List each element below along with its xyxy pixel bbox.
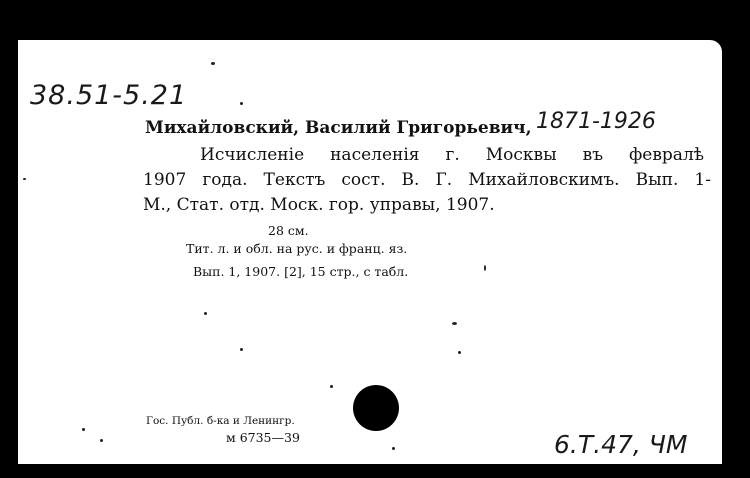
scan-speck — [330, 385, 333, 388]
title-line-2: 1907 года. Текстъ сост. В. Г. Михайловскимъ. Вып. 1- — [143, 170, 711, 190]
title-line-3: М., Стат. отд. Моск. гор. управы, 1907. — [143, 195, 495, 215]
title-line-1: Исчисленіе населенія г. Москвы въ февралѣ — [200, 145, 704, 165]
scan-speck — [452, 322, 457, 325]
life-dates: 1871-1926 — [536, 109, 656, 134]
scan-speck — [23, 178, 26, 180]
scan-speck — [240, 348, 243, 351]
scan-speck — [204, 312, 207, 315]
scan-speck — [100, 439, 103, 442]
scan-speck — [82, 428, 85, 431]
scan-speck — [458, 351, 461, 354]
size-note: 28 см. — [268, 223, 309, 238]
volume-note: Вып. 1, 1907. [2], 15 стр., с табл. — [193, 264, 409, 279]
scan-speck — [240, 102, 243, 105]
author-heading: Михайловский, Василий Григорьевич, — [145, 118, 532, 138]
library-stamp: Гос. Публ. б-ка и Ленингр. — [146, 415, 295, 427]
inventory-number: м 6735—39 — [226, 430, 300, 445]
punch-hole — [353, 385, 399, 431]
language-note: Тит. л. и обл. на рус. и франц. яз. — [186, 241, 408, 256]
scan-speck — [211, 62, 215, 65]
scan-speck — [392, 447, 395, 450]
shelf-mark: 6.Т.47, ЧМ — [554, 430, 688, 459]
call-number: 38.51-5.21 — [30, 80, 188, 111]
scan-speck — [484, 265, 486, 271]
library-catalog-card — [18, 40, 722, 464]
